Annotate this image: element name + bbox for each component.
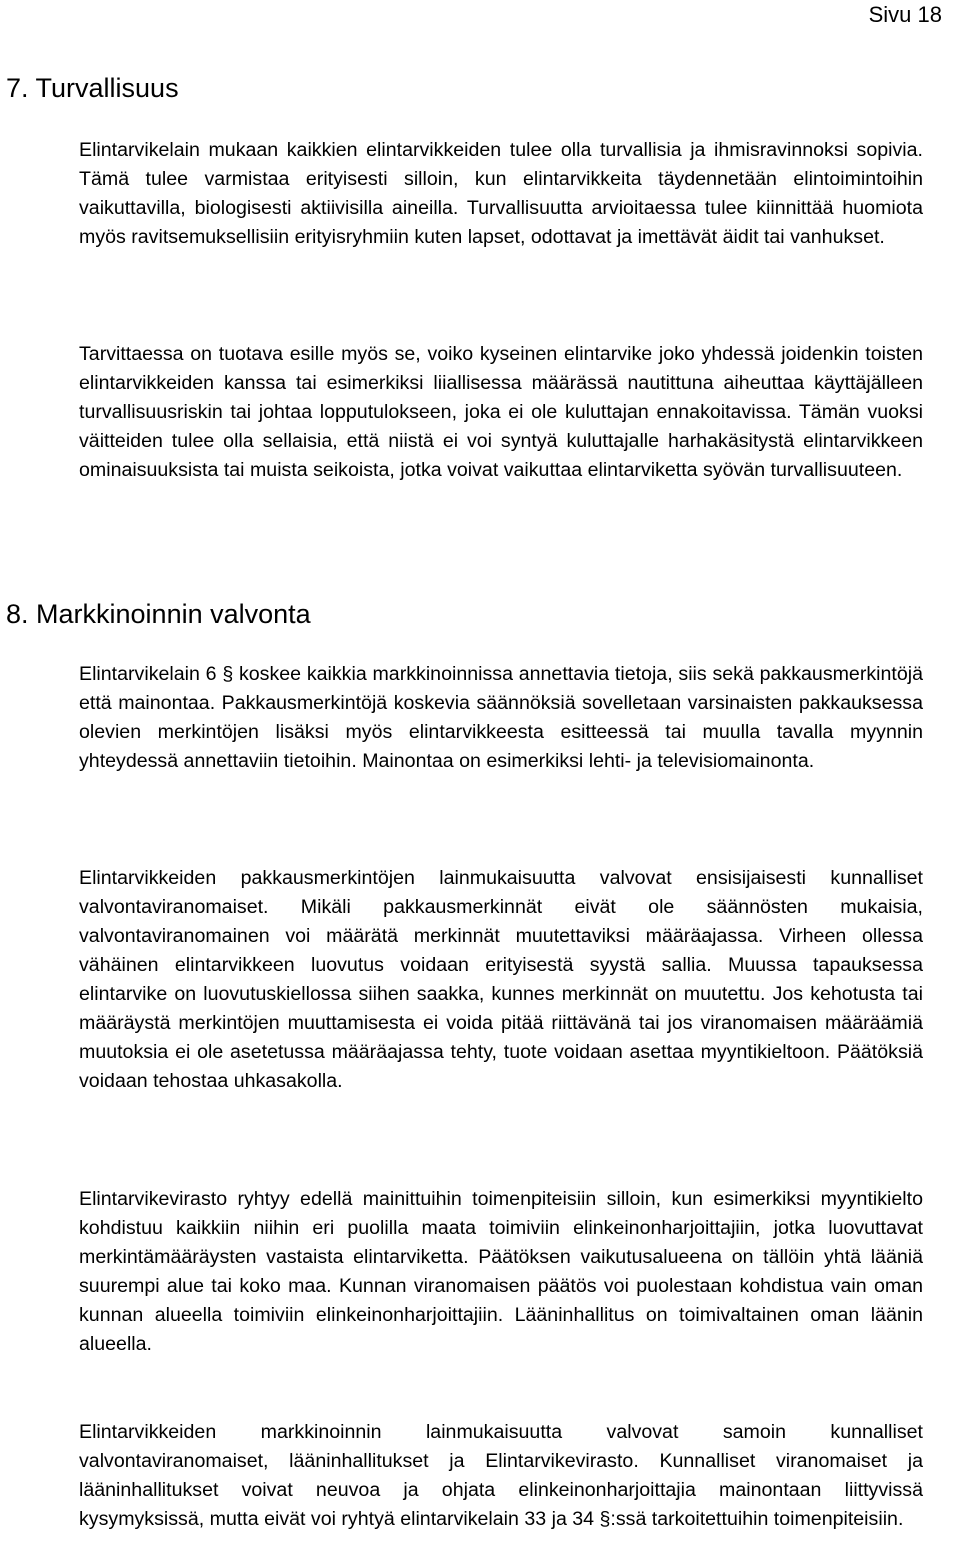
paragraph: Elintarvikelain 6 § koskee kaikkia markkinoinnissa annettavia tietoja, siis sekä pakkausmerkintöjä että mainontaa. Pakkausmerkintöjä koskevia säännöksiä sovelletaan varsinaisten pakkauksessa olevien merkintöjen lisäksi myös elintarvikkeesta esitteessä tai muulla tavalla myynnin yhteydessä annettaviin tietoihin. Mainontaa on esimerkiksi lehti- ja televisiomainonta. [79, 663, 923, 772]
paragraph: Elintarvikkeiden pakkausmerkintöjen lainmukaisuutta valvovat ensisijaisesti kunnalliset valvontaviranomaiset. Mikäli pakkausmerkinnät eivät ole säännösten mukaisia, valvontaviranomainen voi määrätä merkinnät muutettaviksi määräajassa. Virheen ollessa vähäinen elintarvikkeen luovutus voidaan erityisestä syystä sallia. Muussa tapauksessa elintarvike on luovutuskiellossa siihen saakka, kunnes merkinnät on muutettu. Jos kehotusta tai määräystä merkintöjen muuttamisesta ei voida pitää riittävänä tai jos viranomaisen määräämiä muutoksia ei ole asetetussa määräajassa tehty, tuote voidaan asettaa myyntikieltoon. Päätöksiä voidaan tehostaa uhkasakolla. [79, 867, 923, 1092]
section-heading-turvallisuus: 7. Turvallisuus [6, 73, 179, 103]
paragraph: Tarvittaessa on tuotava esille myös se, voiko kyseinen elintarvike joko yhdessä joidenkin toisten elintarvikkeiden kanssa tai esimerkiksi liiallisessa määrässä nautittuna aiheuttaa käyttäjälleen turvallisuusriskin tai johtaa lopputulokseen, joka ei ole kuluttajan ennakoitavissa. Tämän vuoksi väitteiden tulee olla sellaisia, että niistä ei voi syntyä kuluttajalle harhakäsitystä elintarvikkeen ominaisuuksista tai muista seikoista, jotka voivat vaikuttaa elintarviketta syövän turvallisuuteen. [79, 343, 923, 481]
section-heading-markkinoinnin-valvonta: 8. Markkinoinnin valvonta [6, 599, 311, 629]
paragraph: Elintarvikevirasto ryhtyy edellä mainittuihin toimenpiteisiin silloin, kun esimerkiksi myyntikielto kohdistuu kaikkiin niihin eri puolilla maata toimiviin elinkeinonharjoittajiin, jotka luovuttavat merkintämääräysten vastaista elintarviketta. Päätöksen vaikutusalueena on tällöin yhtä lääniä suurempi alue tai koko maa. Kunnan viranomaisen päätös voi puolestaan kohdistua vain oman kunnan alueella toimiviin elinkeinonharjoittajiin. Lääninhallitus on toimivaltainen oman läänin alueella. [79, 1188, 923, 1355]
paragraph: Elintarvikelain mukaan kaikkien elintarvikkeiden tulee olla turvallisia ja ihmisravinnoksi sopivia. Tämä tulee varmistaa erityisesti silloin, kun elintarvikkeita täydennetään elintoimintoihin vaikuttavilla, biologisesti aktiivisilla aineilla. Turvallisuutta arvioitaessa tulee kiinnittää huomiota myös ravitsemuksellisiin erityisryhmiin kuten lapset, odottavat ja imettävät äidit tai vanhukset. [79, 139, 923, 248]
page-number: Sivu 18 [868, 2, 942, 27]
paragraph: Elintarvikkeiden markkinoinnin lainmukaisuutta valvovat samoin kunnalliset valvontaviranomaiset, lääninhallitukset ja Elintarvikevirasto. Kunnalliset viranomaiset ja lääninhallitukset voivat neuvoa ja ohjata elinkeinonharjoittajia mainontaan liittyvissä kysymyksissä, mutta eivät voi ryhtyä elintarvikelain 33 ja 34 §:ssä tarkoitettuihin toimenpiteisiin. [79, 1421, 923, 1530]
